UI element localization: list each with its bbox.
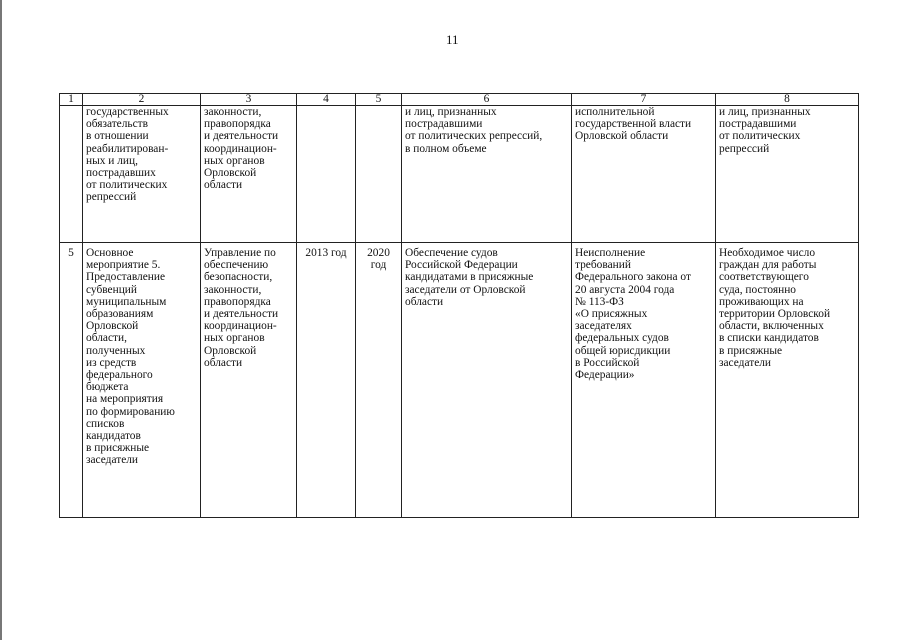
cell-text-line: ных органов — [204, 332, 265, 345]
cell-text-line: территории Орловской — [719, 308, 831, 321]
consequences-cell — [572, 106, 716, 243]
cell-text-line: мероприятие 5. — [86, 259, 161, 272]
cell-text-line: правопорядка — [204, 295, 271, 308]
cell-text-line: и деятельности — [204, 130, 279, 143]
measure-name-cell — [83, 106, 201, 243]
cell-text-line: Орловской — [204, 167, 257, 180]
cell-text-line: ных органов — [204, 154, 265, 167]
table-row — [60, 106, 859, 243]
cell-text-line: Федерации» — [575, 369, 635, 382]
cell-text-line: заседатели — [719, 356, 772, 369]
cell-text-line: в списки кандидатов — [719, 332, 819, 345]
measures-table — [59, 93, 859, 518]
start-year-cell — [297, 243, 356, 518]
cell-text-line: кандидатами в присяжные — [405, 271, 534, 284]
header-cell: 8 — [716, 94, 859, 106]
executor-cell — [201, 106, 297, 243]
cell-text-line: ных и лиц, — [86, 154, 138, 167]
header-cell: 3 — [201, 94, 297, 106]
cell-text-line: требований — [575, 259, 631, 272]
cell-text-line: безопасности, — [204, 271, 273, 284]
cell-text-line: Неисполнение — [575, 247, 646, 259]
cell-text-line: из средств — [86, 356, 137, 369]
end-year-cell — [356, 243, 402, 518]
cell-text-line: пострадавших — [86, 167, 156, 180]
cell-text-line: 2020 — [367, 247, 390, 259]
cell-text-line: заседатели — [86, 454, 139, 467]
cell-text-line: в отношении — [86, 130, 149, 143]
header-cell: 7 — [572, 94, 716, 106]
cell-text-line: в присяжные — [86, 442, 150, 455]
cell-text-line: Орловской — [86, 320, 139, 333]
cell-text-line: области — [405, 295, 444, 308]
header-row — [60, 94, 859, 106]
cell-text-line: в полном объеме — [405, 142, 487, 155]
scan-edge — [0, 0, 2, 640]
cell-text-line: федерального — [86, 369, 153, 382]
end-year-cell — [356, 106, 402, 243]
cell-text-line: суда, постоянно — [719, 283, 796, 296]
cell-text-line: муниципальным — [86, 295, 167, 308]
consequences-cell — [572, 243, 716, 518]
cell-text-line: пострадавшими — [405, 118, 483, 131]
cell-text-line: и лиц, признанных — [719, 106, 811, 118]
header-cell: 1 — [60, 94, 83, 106]
cell-text-line: координацион- — [204, 320, 277, 333]
cell-text-line: полученных — [86, 344, 146, 357]
cell-text-line: списков — [86, 417, 125, 430]
cell-text-line: Российской Федерации — [405, 259, 518, 272]
cell-text-line: репрессий — [719, 142, 770, 155]
row-number: 5 — [60, 243, 83, 518]
cell-text-line: 2013 год — [305, 247, 347, 259]
cell-text-line: реабилитирован- — [86, 142, 169, 155]
cell-text-line: в присяжные — [719, 344, 783, 357]
cell-text-line: общей юрисдикции — [575, 344, 671, 357]
cell-text-line: год — [370, 259, 387, 272]
cell-text-line: 20 августа 2004 года — [575, 283, 675, 296]
table-row — [60, 243, 859, 518]
cell-text-line: № 113-ФЗ — [575, 295, 624, 308]
cell-text-line: области — [204, 179, 243, 192]
cell-text-line: исполнительной — [575, 106, 655, 118]
cell-text-line: репрессий — [86, 191, 137, 204]
cell-text-line: государственной власти — [575, 118, 692, 131]
cell-text-line: граждан для работы — [719, 259, 817, 272]
cell-text-line: и лиц, признанных — [405, 106, 497, 118]
executor-cell — [201, 243, 297, 518]
cell-text-line: обеспечению — [204, 259, 269, 272]
cell-text-line: «О присяжных — [575, 308, 648, 321]
cell-text-line: проживающих на — [719, 295, 804, 308]
cell-text-line: государственных — [86, 106, 169, 118]
cell-text-line: Орловской области — [575, 130, 669, 143]
indicator-link-cell — [716, 243, 859, 518]
cell-text-line: области, — [86, 332, 127, 345]
cell-text-line: и деятельности — [204, 308, 279, 321]
header-cell: 5 — [356, 94, 402, 106]
cell-text-line: от политических — [86, 179, 168, 192]
cell-text-line: заседатели от Орловской — [405, 283, 526, 296]
start-year-cell — [297, 106, 356, 243]
cell-text-line: обязательств — [86, 118, 149, 131]
cell-text-line: от политических репрессий, — [405, 130, 543, 143]
cell-text-line: субвенций — [86, 283, 137, 296]
cell-text-line: законности, — [204, 106, 262, 118]
cell-text-line: пострадавшими — [719, 118, 797, 131]
cell-text-line: заседателях — [575, 320, 632, 333]
cell-text-line: Основное — [86, 247, 134, 259]
row-number — [60, 106, 83, 243]
header-cell: 4 — [297, 94, 356, 106]
cell-text-line: соответствующего — [719, 271, 809, 284]
cell-text-line: образованиям — [86, 308, 154, 321]
cell-text-line: кандидатов — [86, 430, 141, 443]
cell-text-line: в Российской — [575, 356, 640, 369]
cell-text-line: на мероприятия — [86, 393, 164, 406]
measure-name-cell — [83, 243, 201, 518]
cell-text-line: бюджета — [86, 381, 129, 394]
cell-text-line: Управление по — [204, 247, 276, 259]
indicator-link-cell — [716, 106, 859, 243]
cell-text-line: Предоставление — [86, 271, 166, 284]
header-cell: 6 — [402, 94, 572, 106]
cell-text-line: законности, — [204, 283, 262, 296]
cell-text-line: Федерального закона от — [575, 271, 691, 284]
cell-text-line: области — [204, 356, 243, 369]
cell-text-line: правопорядка — [204, 118, 271, 131]
cell-text-line: по формированию — [86, 405, 175, 418]
cell-text-line: Обеспечение судов — [405, 247, 498, 259]
header-cell: 2 — [83, 94, 201, 106]
expected-result-cell — [402, 106, 572, 243]
page-number: 11 — [446, 32, 459, 47]
cell-text-line: координацион- — [204, 142, 277, 155]
cell-text-line: области, включенных — [719, 320, 824, 333]
cell-text-line: федеральных судов — [575, 332, 669, 345]
cell-text-line: Орловской — [204, 344, 257, 357]
cell-text-line: от политических — [719, 130, 801, 143]
cell-text-line: Необходимое число — [719, 247, 816, 259]
expected-result-cell — [402, 243, 572, 518]
